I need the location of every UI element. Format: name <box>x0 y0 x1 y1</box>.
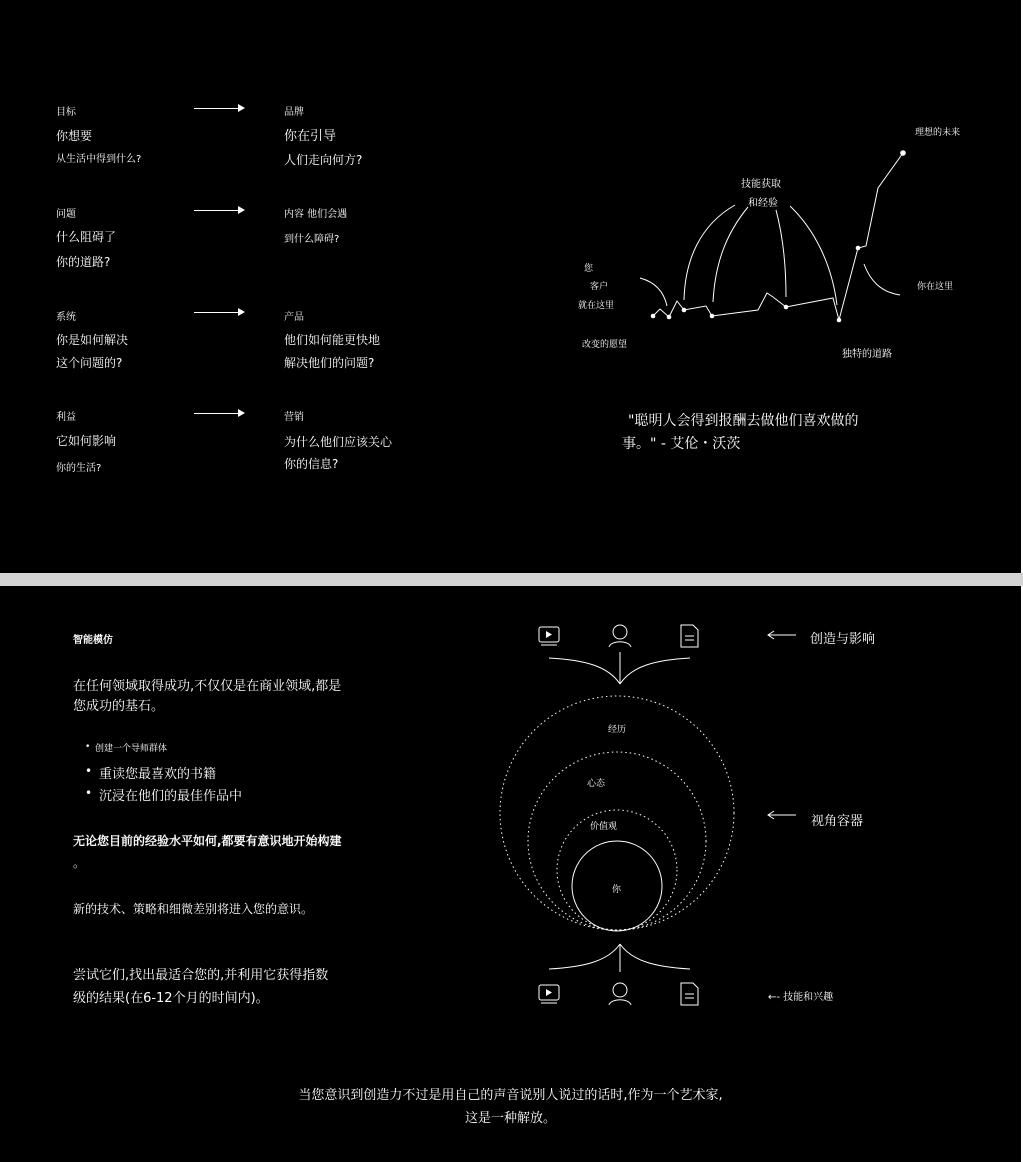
skills-arrow-2 <box>713 207 748 302</box>
path-point <box>784 305 789 310</box>
skills-interests-label: ←- 技能和兴趣 <box>768 992 834 1003</box>
benefit-title: 利益 <box>56 412 76 423</box>
intro-line-1: 在任何领域取得成功,不仅仅是在商业领域,都是 <box>73 679 342 694</box>
bold-line-2: 。 <box>73 856 86 870</box>
product-title: 产品 <box>284 312 304 323</box>
skills-arrow-4 <box>790 206 837 305</box>
bottom-funnel-left <box>549 944 620 969</box>
user-icon <box>609 625 631 647</box>
paragraph-2-line-1: 尝试它们,找出最适合您的,并利用它获得指数 <box>73 968 329 983</box>
experience-label: 经历 <box>608 725 627 735</box>
footer-line-1: 当您意识到创造力不过是用自己的声音说别人说过的话时,作为一个艺术家, <box>298 1088 723 1103</box>
path-point <box>682 308 687 313</box>
video-icon <box>539 985 559 1003</box>
path-point <box>667 315 672 320</box>
client-label: 客户 <box>590 282 609 292</box>
paragraph-1: 新的技术、策略和细微差别将进入您的意识。 <box>73 902 314 916</box>
brand-line-2: 人们走向何方? <box>284 153 363 167</box>
goal-line-2: 从生活中得到什么? <box>56 154 142 165</box>
path-point <box>856 246 861 251</box>
marketing-line-2: 你的信息? <box>284 457 339 471</box>
content-title: 内容 他们会遇 <box>284 209 348 220</box>
goal-line-1: 你想要 <box>56 129 93 143</box>
user-icon <box>609 983 631 1005</box>
you-circle-label: 你 <box>612 885 622 895</box>
desire-label: 改变的愿望 <box>582 340 628 350</box>
bullet-item-2: 重读您最喜欢的书籍 <box>99 767 217 782</box>
intro-line-2: 您成功的基石。 <box>73 699 165 714</box>
client-arrow <box>640 278 667 306</box>
bullet-item-3: 沉浸在他们的最佳作品中 <box>99 789 243 804</box>
skills-arrow-3 <box>776 210 786 297</box>
you-are-here-arrow <box>864 264 900 295</box>
benefit-line-1: 它如何影响 <box>56 434 117 448</box>
perspective-label: 视角容器 <box>811 814 864 829</box>
quote-line-2: 事。" - 艾伦・沃茨 <box>622 436 741 452</box>
marketing-title: 营销 <box>284 412 304 423</box>
bottom-slide <box>0 586 1021 1162</box>
document-icon <box>681 625 698 647</box>
skills-label-line-2: 和经验 <box>748 198 778 209</box>
you-label: 您 <box>584 264 594 274</box>
top-funnel-left <box>549 658 620 684</box>
problem-line-2: 你的道路? <box>56 255 111 269</box>
system-line-2: 这个问题的? <box>56 356 123 370</box>
unique-path-label: 独特的道路 <box>842 349 892 360</box>
paragraph-2-line-2: 级的结果(在6-12个月的时间内)。 <box>73 991 269 1006</box>
product-line-1: 他们如何能更快地 <box>284 333 381 347</box>
slide-divider <box>0 573 1023 586</box>
perspective-diagram <box>0 586 1021 1162</box>
path-point <box>710 314 715 319</box>
path-point <box>900 150 906 156</box>
problem-line-1: 什么阻碍了 <box>56 230 117 244</box>
skills-arrow-1 <box>684 205 735 300</box>
section-heading: 智能模仿 <box>73 635 113 646</box>
document-icon <box>681 983 698 1005</box>
you-are-here-label: 你在这里 <box>917 282 954 292</box>
bullet-dot: • <box>85 742 91 752</box>
footer-line-2: 这是一种解放。 <box>464 1111 556 1126</box>
path-diagram <box>0 0 1021 573</box>
benefit-line-2: 你的生活? <box>56 463 102 474</box>
product-line-2: 解决他们的问题? <box>284 356 375 370</box>
path-point <box>837 318 842 323</box>
system-title: 系统 <box>56 312 76 323</box>
quote-line-1: "聪明人会得到报酬去做他们喜欢做的 <box>628 413 859 429</box>
bullet-dot: • <box>85 786 93 800</box>
brand-line-1: 你在引导 <box>284 129 337 144</box>
bullet-dot: • <box>85 764 93 778</box>
mindset-label: 心态 <box>587 779 606 789</box>
goal-title: 目标 <box>56 107 76 118</box>
marketing-line-1: 为什么他们应该关心 <box>284 435 393 449</box>
values-label: 价值观 <box>590 822 618 832</box>
brand-title: 品牌 <box>284 107 304 118</box>
top-slide <box>0 0 1021 573</box>
bullet-item-1: 创建一个导师群体 <box>95 744 168 754</box>
skills-label-line-1: 技能获取 <box>741 179 781 190</box>
bold-line-1: 无论您目前的经验水平如何,都要有意识地开始构建 <box>73 834 342 848</box>
here-label: 就在这里 <box>578 301 615 311</box>
ideal-future-label: 理想的未来 <box>915 128 961 138</box>
create-impact-label: 创造与影响 <box>810 632 876 647</box>
bottom-funnel-right <box>620 944 690 969</box>
path-point <box>651 314 656 319</box>
problem-title: 问题 <box>56 209 76 220</box>
top-funnel-right <box>620 658 690 684</box>
content-line-1: 到什么障碍? <box>284 234 340 245</box>
video-icon <box>539 627 559 645</box>
system-line-1: 你是如何解决 <box>56 333 129 347</box>
